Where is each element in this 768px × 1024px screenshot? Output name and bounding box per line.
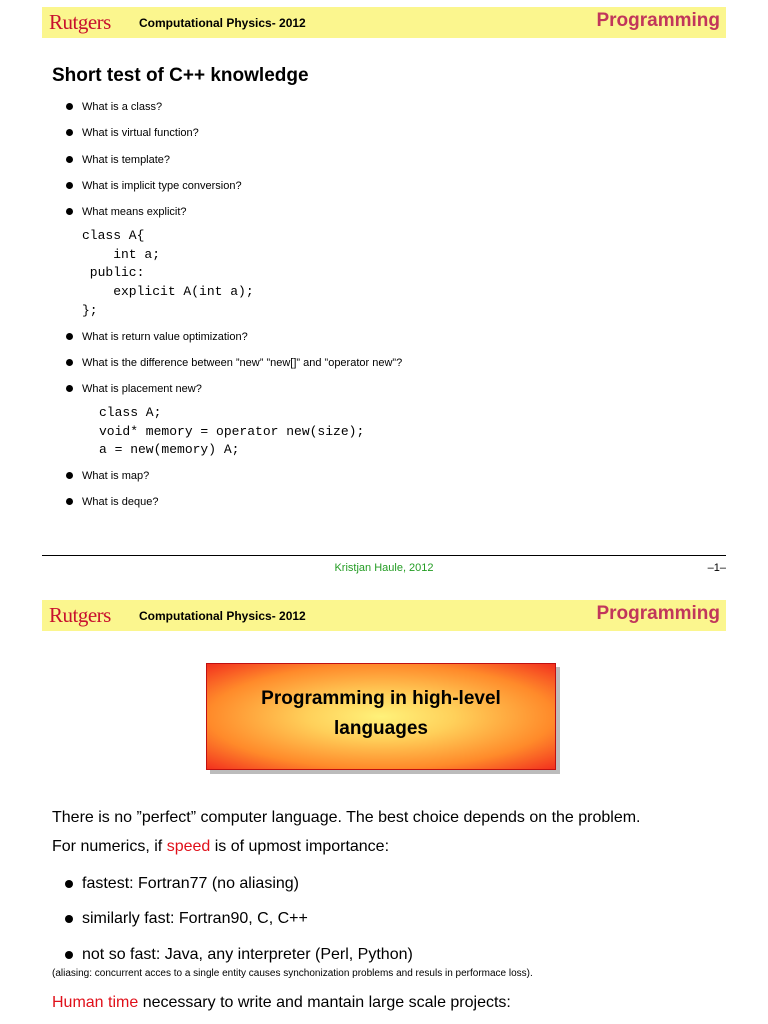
- slide-title: Short test of C++ knowledge: [52, 65, 309, 86]
- code-block-explicit: class A{ int a; public: explicit A(int a); };: [82, 228, 254, 318]
- text-segment: is of upmost importance:: [210, 838, 390, 855]
- rutgers-logo: Rutgers: [49, 603, 111, 627]
- list-item: What is deque?: [82, 496, 159, 508]
- page-number: –1–: [707, 562, 726, 574]
- slide-title-box: [206, 663, 556, 770]
- course-title: Computational Physics- 2012: [139, 16, 306, 30]
- list-item: What is placement new?: [82, 383, 202, 395]
- list-item: What is implicit type conversion?: [82, 180, 242, 192]
- list-item: What is map?: [82, 470, 150, 482]
- title-line-2: languages: [334, 718, 428, 739]
- paragraph-human-time: [52, 993, 511, 1013]
- footer-author: Kristjan Haule, 2012: [334, 562, 434, 574]
- aliasing-note: (aliasing: concurrent acces to a single entity causes synchonization problems and resuls in performace loss).: [52, 968, 533, 979]
- code-block-placement-new: class A; void* memory = operator new(size); a = new(memory) A;: [99, 405, 365, 458]
- text-segment: necessary to write and mantain large scale projects:: [138, 994, 511, 1011]
- list-item: What is template?: [82, 154, 171, 166]
- list-item: What means explicit?: [82, 206, 187, 218]
- list-item: What is a class?: [82, 101, 163, 113]
- title-line-1: Programming in high-level: [261, 688, 501, 709]
- slide-header: [42, 7, 726, 38]
- footer-divider: [42, 555, 726, 556]
- list-item: What is return value optimization?: [82, 331, 248, 343]
- list-item: What is the difference between ”new” ”new[]” and ”operator new”?: [82, 357, 403, 369]
- paragraph-intro: There is no ”perfect” computer language. The best choice depends on the problem.: [52, 809, 641, 826]
- section-title: Programming: [596, 603, 720, 624]
- list-item: What is virtual function?: [82, 127, 199, 139]
- highlight-human-time: Human time: [52, 994, 139, 1011]
- slide-header: [42, 600, 726, 631]
- list-item: similarly fast: Fortran90, C, C++: [82, 910, 308, 927]
- list-item: fastest: Fortran77 (no aliasing): [82, 875, 299, 892]
- list-item: not so fast: Java, any interpreter (Perl, Python): [82, 946, 413, 963]
- section-title: Programming: [596, 10, 720, 31]
- highlight-speed: speed: [166, 838, 211, 855]
- rutgers-logo: Rutgers: [49, 10, 111, 34]
- paragraph-speed: [52, 837, 389, 857]
- course-title: Computational Physics- 2012: [139, 609, 306, 623]
- text-segment: For numerics, if: [52, 838, 167, 855]
